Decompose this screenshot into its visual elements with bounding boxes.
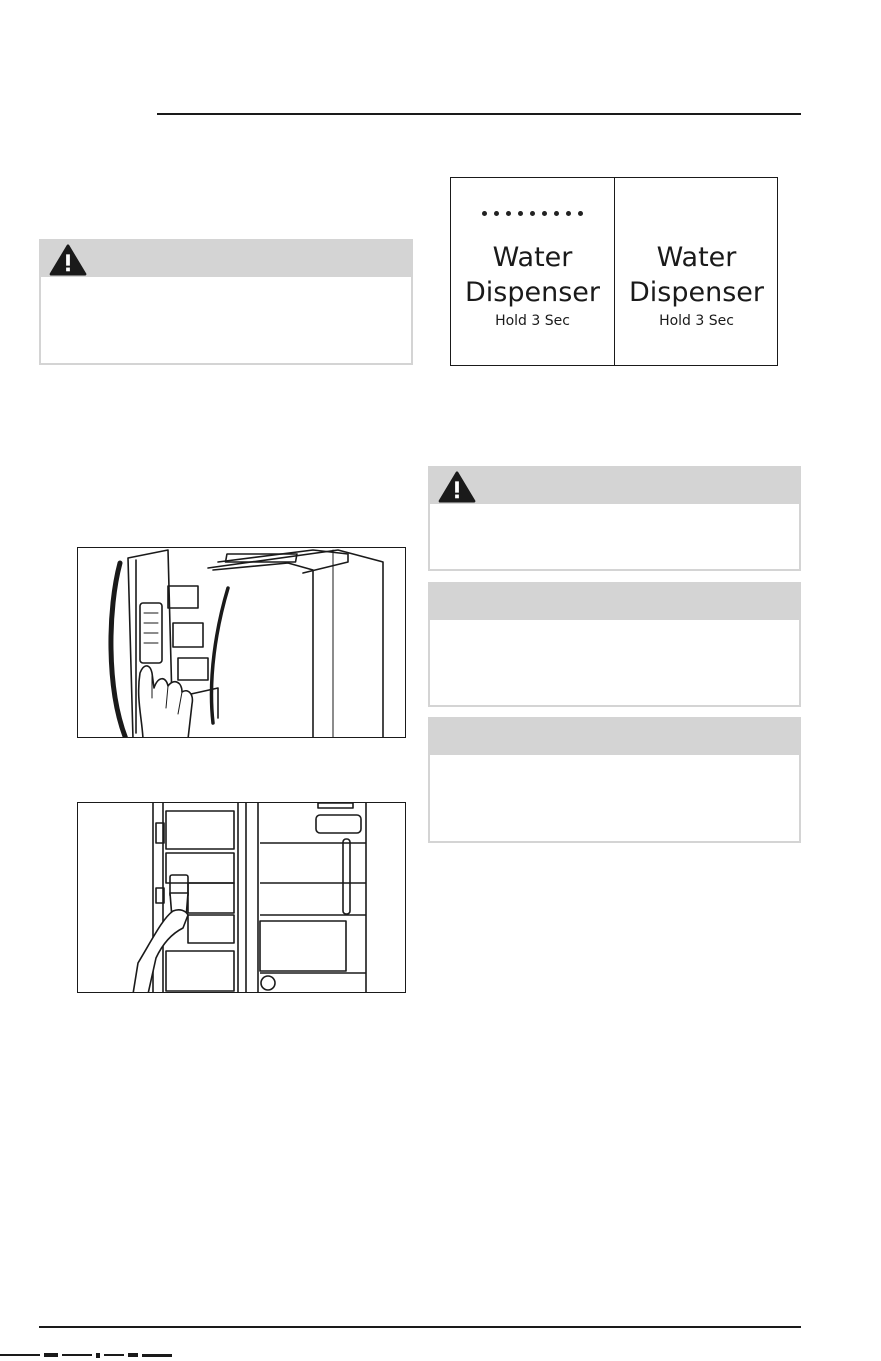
hand-holding-glass-illustration [78,803,406,993]
warning-triangle-icon [49,244,87,276]
water-dispenser-control-panel [450,177,778,366]
left-warning-box [39,239,413,365]
right-notice-box-3 [428,717,801,843]
scan-artifact-strip [0,1352,200,1361]
dispenser-title-line2: Dispenser [465,277,600,308]
dispenser-button-left[interactable] [451,178,614,365]
indicator-dots [451,206,614,226]
dispenser-title-line2: Dispenser [629,277,764,308]
hand-pressing-dispenser-illustration [78,548,406,738]
figure-door-dispenser-press [77,547,406,738]
dispenser-button-right[interactable] [614,178,778,365]
figure-glass-under-dispenser [77,802,406,993]
dispenser-title-line1: Water [492,242,573,273]
dispenser-subtitle: Hold 3 Sec [659,313,734,329]
warning-header-bar [430,468,799,504]
dispenser-title-line1: Water [656,242,737,273]
notice-header-bar [430,719,799,755]
warning-triangle-icon [438,471,476,503]
right-notice-box-2 [428,582,801,707]
bottom-rule [39,1326,801,1328]
dispenser-subtitle: Hold 3 Sec [495,313,570,329]
right-warning-box [428,466,801,571]
notice-header-bar [430,584,799,620]
warning-header-bar [41,241,411,277]
top-rule [157,113,801,115]
